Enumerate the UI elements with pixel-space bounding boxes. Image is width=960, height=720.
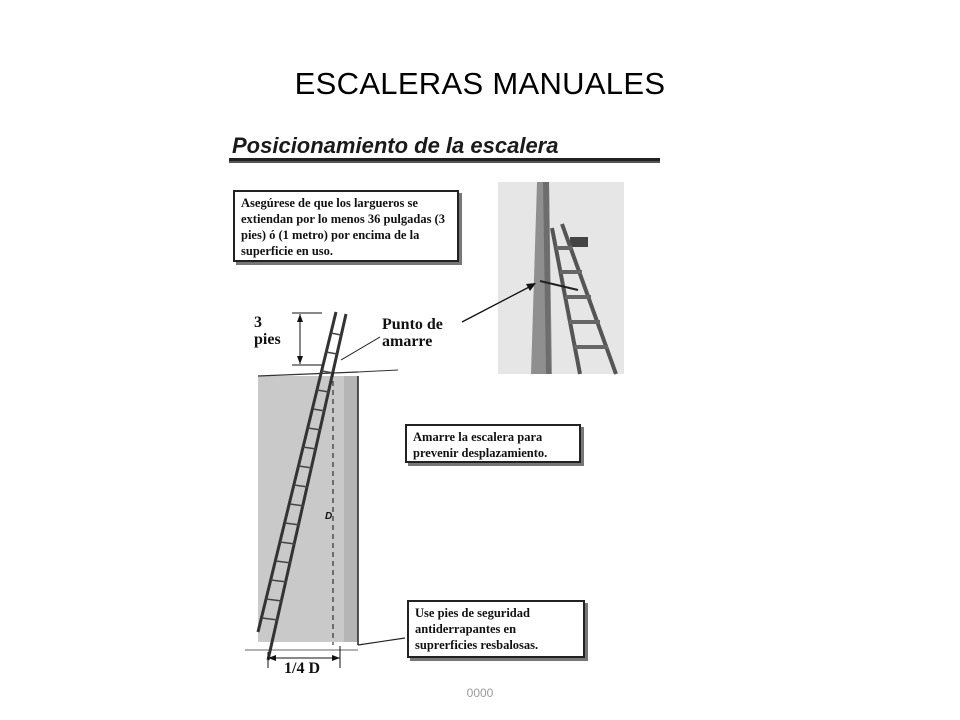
base-distance-label: 1/4 D (284, 660, 320, 677)
pole-bracket (570, 237, 588, 247)
three-feet-number: 3 (254, 314, 262, 331)
three-feet-unit: pies (254, 331, 281, 348)
tie-point-line2: amarre (382, 333, 433, 350)
tie-point-label (382, 316, 443, 350)
page-number: 0000 (466, 686, 494, 700)
tie-point-line1: Punto de (382, 316, 443, 333)
three-feet-dimension (292, 313, 322, 365)
note-extend-rails: Asegúrese de que los largueros se extiendan por lo menos 36 pulgadas (3 pies) ó (1 metro) por encima de la superficie en uso. (233, 190, 459, 262)
pole-photo (498, 182, 624, 374)
three-feet-label (254, 314, 281, 348)
section-heading: Posicionamiento de la escalera (232, 133, 559, 158)
tie-point-pointer (341, 337, 380, 360)
note-safety-feet: Use pies de seguridad antiderrapantes en suprerficies resbalosas. (407, 600, 585, 658)
slide-title: ESCALERAS MANUALES (294, 66, 666, 101)
note-tie-ladder: Amarre la escalera para prevenir desplazamiento. (405, 424, 581, 463)
height-label: D (325, 511, 333, 522)
